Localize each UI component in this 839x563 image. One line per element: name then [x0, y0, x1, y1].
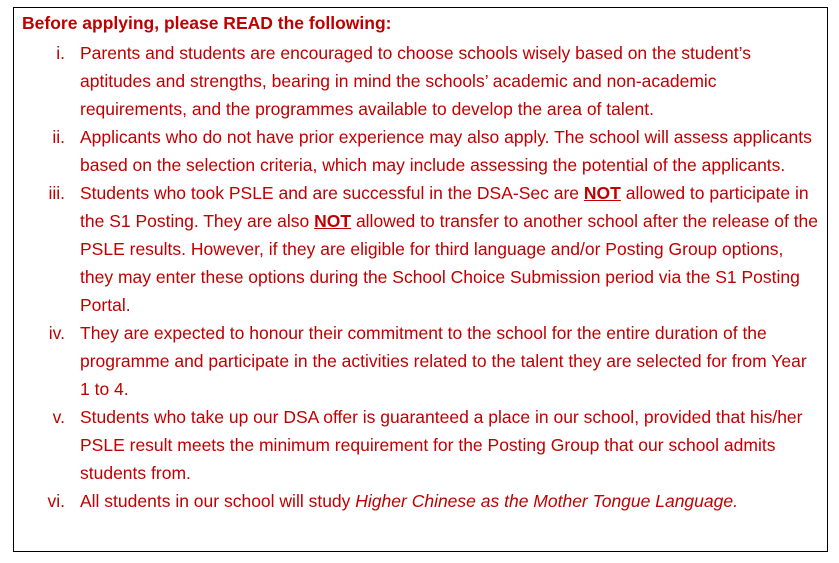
list-item-text: Students who take up our DSA offer is guaranteed a place in our school, provided that his/her PSLE result meets the minimum requirement for the Posting Group that our school admits students from. — [80, 407, 803, 483]
list-numeral: iv. — [48, 323, 65, 343]
list-numeral: ii. — [52, 127, 65, 147]
notice-box — [13, 7, 828, 552]
list-item-text: allowed to participate in the S1 Posting. They are also — [80, 183, 809, 231]
list-item-text: They are expected to honour their commitment to the school for the entire duration of the programme and participate in the activities related to the talent they are selected for from Year 1 to 4. — [80, 323, 807, 399]
list-item-iv — [22, 319, 821, 403]
not-emphasis: NOT — [314, 211, 352, 231]
not-emphasis: NOT — [583, 183, 621, 203]
list-item-vi — [22, 487, 821, 515]
list-item-text: Students who took PSLE and are successful in the DSA-Sec are — [80, 183, 584, 203]
list-numeral: vi. — [47, 491, 65, 511]
list-numeral: v. — [52, 407, 65, 427]
list-item-text: Applicants who do not have prior experience may also apply. The school will assess applicants based on the selection criteria, which may include assessing the potential of the applicants. — [80, 127, 812, 175]
requirements-list — [22, 39, 821, 515]
list-item-iii — [22, 179, 821, 319]
list-item-text: Parents and students are encouraged to choose schools wisely based on the student’s aptitudes and strengths, bearing in mind the schools’ academic and non-academic requirements, and the programmes available to develop the area of talent. — [80, 43, 751, 119]
list-numeral: iii. — [48, 183, 65, 203]
notice-heading: Before applying, please READ the following: — [22, 13, 392, 33]
list-numeral: i. — [56, 43, 65, 63]
list-item-ii — [22, 123, 821, 179]
mother-tongue-emphasis: Higher Chinese as the Mother Tongue Language. — [355, 491, 738, 511]
list-item-v — [22, 403, 821, 487]
list-item-text: allowed to transfer to another school after the release of the PSLE results. However, if they are eligible for third language and/or Posting Group options, they may enter these options during the School Choice Submission period via the S1 Posting Portal. — [80, 211, 819, 315]
list-item-i — [22, 39, 821, 123]
list-item-text: All students in our school will study — [80, 491, 356, 511]
